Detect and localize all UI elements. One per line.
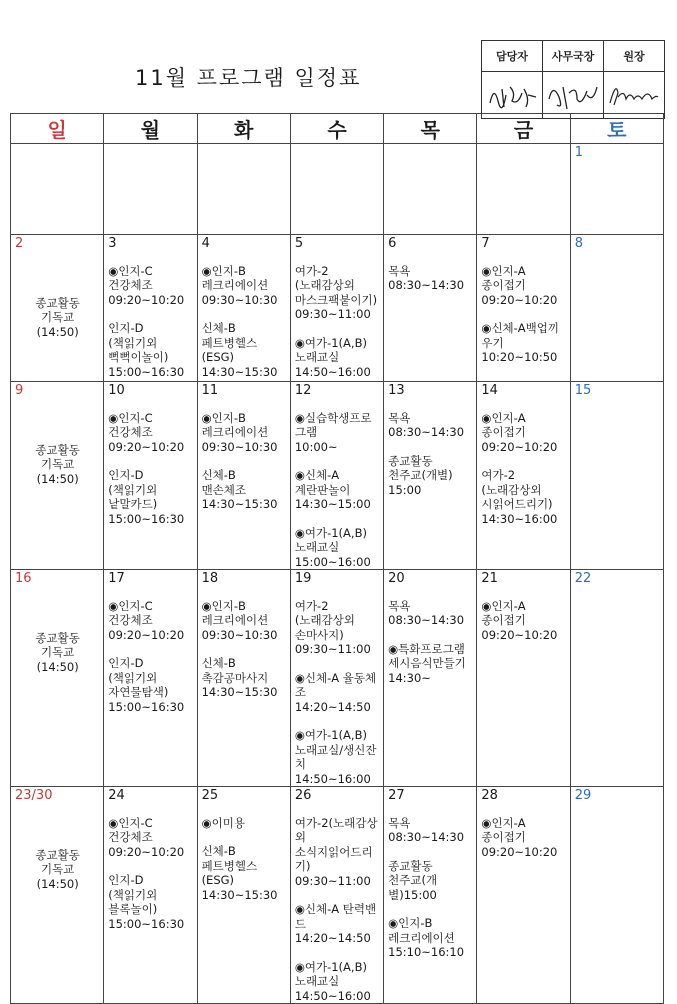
weekday-sun: 일 <box>11 114 104 144</box>
day-number: 25 <box>201 788 219 803</box>
day-number: 13 <box>388 383 405 398</box>
calendar-day-cell <box>570 144 663 235</box>
weekday-thu: 목 <box>384 114 477 144</box>
calendar-day-cell <box>290 235 383 382</box>
schedule-entry: ◉여가-1(A,B) 노래교실 15:00~16:00 <box>294 525 371 569</box>
day-number: 29 <box>574 788 592 803</box>
schedule-entry: ◉인지-B 레크리에이션 09:30~10:30 <box>201 263 278 307</box>
calendar-day-cell <box>104 570 197 787</box>
schedule-entry: 여가-2 (노래감상외 시읽어드리기) 14:30~16:00 <box>481 468 558 526</box>
calendar-week-row <box>11 787 664 1004</box>
calendar-day-cell <box>197 787 290 1004</box>
day-number: 11 <box>201 383 219 398</box>
schedule-entry: ◉신체-A백업끼우기 10:20~10:50 <box>481 321 560 364</box>
approval-label-manager: 담당자 <box>482 41 543 72</box>
schedule-entry: 인지-D (책읽기외 뻑뻑이놀이) 15:00~16:30 <box>108 321 185 379</box>
weekday-fri: 금 <box>477 114 570 144</box>
schedule-entry: ◉인지-B 레크리에이션 09:30~10:30 <box>201 410 278 454</box>
approval-label-head: 원장 <box>604 41 665 72</box>
calendar-day-cell <box>477 787 570 1004</box>
calendar-week-row <box>11 235 664 382</box>
calendar-day-cell <box>477 382 570 570</box>
calendar-day-cell <box>11 235 104 382</box>
schedule-entry: ◉여가-1(A,B) 노래교실 14:50~16:00 <box>294 959 371 1003</box>
calendar-day-cell <box>477 144 570 235</box>
approval-label-director: 사무국장 <box>543 41 604 72</box>
schedule-entry: 신체-B 페트병헬스(ESG) 14:30~15:30 <box>201 844 278 902</box>
schedule-entry: ◉신체-A 계란판놀이 14:30~15:00 <box>294 468 371 511</box>
schedule-entry: 목욕 08:30~14:30 <box>388 263 465 292</box>
day-number: 27 <box>388 788 405 803</box>
day-number: 1 <box>574 145 583 160</box>
schedule-entry: 목욕 08:30~14:30 <box>388 598 465 627</box>
page-title: 11월 프로그램 일정표 <box>135 66 362 90</box>
schedule-entry: 종교활동 기독교 (14:50) <box>35 442 80 486</box>
calendar-day-cell <box>290 144 383 235</box>
calendar-day-cell <box>570 570 663 787</box>
schedule-entry: ◉인지-A 종이접기 09:20~10:20 <box>481 410 558 454</box>
calendar-day-cell <box>11 382 104 570</box>
calendar-day-cell <box>104 787 197 1004</box>
day-number: 19 <box>294 571 312 586</box>
day-number: 16 <box>15 571 32 586</box>
day-number: 15 <box>574 383 592 398</box>
schedule-entry: ◉인지-A 종이접기 09:20~10:20 <box>481 815 558 859</box>
weekday-wed: 수 <box>290 114 383 144</box>
schedule-entry: ◉여가-1(A,B) 노래교실/생신잔치 14:50~16:00 <box>294 728 377 786</box>
calendar-week-row <box>11 382 664 570</box>
calendar-day-cell <box>197 570 290 787</box>
calendar-day-cell <box>11 144 104 235</box>
schedule-entry: ◉인지-A 종이접기 09:20~10:20 <box>481 263 558 307</box>
calendar-day-cell <box>290 382 383 570</box>
calendar-day-cell <box>570 787 663 1004</box>
calendar-day-cell <box>197 382 290 570</box>
day-number: 20 <box>388 571 405 586</box>
day-number: 23/30 <box>15 788 53 803</box>
schedule-entry: ◉특화프로그램 세시음식만들기 14:30~ <box>388 641 466 685</box>
calendar-day-cell <box>384 570 477 787</box>
calendar-day-cell <box>477 570 570 787</box>
calendar-day-cell <box>104 382 197 570</box>
calendar-week-row <box>11 144 664 235</box>
day-number: 8 <box>574 236 583 251</box>
weekday-sat: 토 <box>570 114 663 144</box>
schedule-entry: ◉신체-A 탄력밴드 14:20~14:50 <box>294 902 377 945</box>
calendar-day-cell <box>197 235 290 382</box>
day-number: 17 <box>108 571 125 586</box>
weekday-tue: 화 <box>197 114 290 144</box>
schedule-entry: 목욕 08:30~14:30 <box>388 410 465 439</box>
schedule-entry: 여가-2(노래감상외 소식지읽어드리기) 09:30~11:00 <box>294 815 378 888</box>
calendar-day-cell <box>384 144 477 235</box>
day-number: 18 <box>201 571 219 586</box>
weekday-mon: 월 <box>104 114 197 144</box>
schedule-entry: 신체-B 맨손체조 14:30~15:30 <box>201 468 278 511</box>
schedule-entry: 목욕 08:30~14:30 <box>388 815 465 844</box>
schedule-entry: 인지-D (책읽기외 자연물탐색) 15:00~16:30 <box>108 656 185 714</box>
day-number: 24 <box>108 788 125 803</box>
calendar-day-cell <box>384 382 477 570</box>
schedule-entry: 신체-B 촉감공마사지 14:30~15:30 <box>201 656 278 699</box>
schedule-entry: ◉실습학생프로그램 10:00~ <box>294 410 372 454</box>
day-number: 6 <box>388 236 397 251</box>
day-number: 7 <box>481 236 490 251</box>
schedule-entry: ◉이미용 <box>201 815 245 830</box>
calendar-day-cell <box>104 144 197 235</box>
calendar-day-cell <box>384 787 477 1004</box>
day-number: 2 <box>15 236 24 251</box>
calendar-day-cell <box>570 382 663 570</box>
handwritten-signature-icon <box>604 75 664 115</box>
approval-box <box>481 40 665 119</box>
signature-director <box>543 72 604 119</box>
schedule-entry: 인지-D (책읽기외 블록놀이) 15:00~16:30 <box>108 873 185 931</box>
day-number: 14 <box>481 383 498 398</box>
calendar-day-cell <box>290 570 383 787</box>
calendar-day-cell <box>104 235 197 382</box>
schedule-entry: 인지-D (책읽기외 낱말카드) 15:00~16:30 <box>108 468 185 526</box>
calendar-day-cell <box>384 235 477 382</box>
calendar-day-cell <box>290 787 383 1004</box>
weekday-header-row <box>11 114 664 144</box>
schedule-entry: 여가-2 (노래감상외 마스크팩붙이기) 09:30~11:00 <box>294 263 378 321</box>
schedule-entry: 종교활동 기독교 (14:50) <box>35 295 80 339</box>
calendar-day-cell <box>570 235 663 382</box>
day-number: 26 <box>294 788 312 803</box>
day-number: 3 <box>108 236 117 251</box>
signature-head <box>604 72 665 119</box>
day-number: 5 <box>294 236 304 251</box>
schedule-entry: ◉인지-C 건강체조 09:20~10:20 <box>108 815 185 859</box>
schedule-entry: 종교활동 기독교 (14:50) <box>35 847 80 891</box>
day-number: 28 <box>481 788 498 803</box>
schedule-entry: ◉인지-C 건강체조 09:20~10:20 <box>108 263 185 307</box>
schedule-entry: ◉인지-C 건강체조 09:20~10:20 <box>108 598 185 642</box>
signature-manager <box>482 72 543 119</box>
schedule-entry: 종교활동 천주교(개별) 15:00 <box>388 453 453 497</box>
schedule-entry: ◉인지-B 레크리에이션 09:30~10:30 <box>201 598 278 642</box>
schedule-entry: ◉인지-A 종이접기 09:20~10:20 <box>481 598 558 642</box>
schedule-entry: 여가-2 (노래감상외 손마사지) 09:30~11:00 <box>294 598 371 656</box>
calendar-table <box>10 113 664 1004</box>
day-number: 12 <box>294 383 312 398</box>
schedule-entry: ◉인지-B 레크리에이션 15:10~16:10 <box>388 916 465 959</box>
calendar-day-cell <box>11 570 104 787</box>
handwritten-signature-icon <box>543 75 603 115</box>
schedule-entry: 신체-B 페트병헬스(ESG) 14:30~15:30 <box>201 321 278 379</box>
day-number: 9 <box>15 383 24 398</box>
schedule-entry: 종교활동 기독교 (14:50) <box>35 630 80 674</box>
schedule-entry: 종교활동 천주교(개별)15:00 <box>388 858 438 902</box>
day-number: 22 <box>574 571 592 586</box>
calendar-day-cell <box>11 787 104 1004</box>
schedule-entry: ◉신체-A 율동체조 14:20~14:50 <box>294 670 377 714</box>
day-number: 4 <box>201 236 210 251</box>
day-number: 10 <box>108 383 125 398</box>
calendar-day-cell <box>197 144 290 235</box>
schedule-entry: ◉인지-C 건강체조 09:20~10:20 <box>108 410 185 454</box>
schedule-entry: ◉여가-1(A,B) 노래교실 14:50~16:00 <box>294 335 371 379</box>
calendar-week-row <box>11 570 664 787</box>
day-number: 21 <box>481 571 498 586</box>
calendar-day-cell <box>477 235 570 382</box>
handwritten-signature-icon <box>482 75 542 115</box>
